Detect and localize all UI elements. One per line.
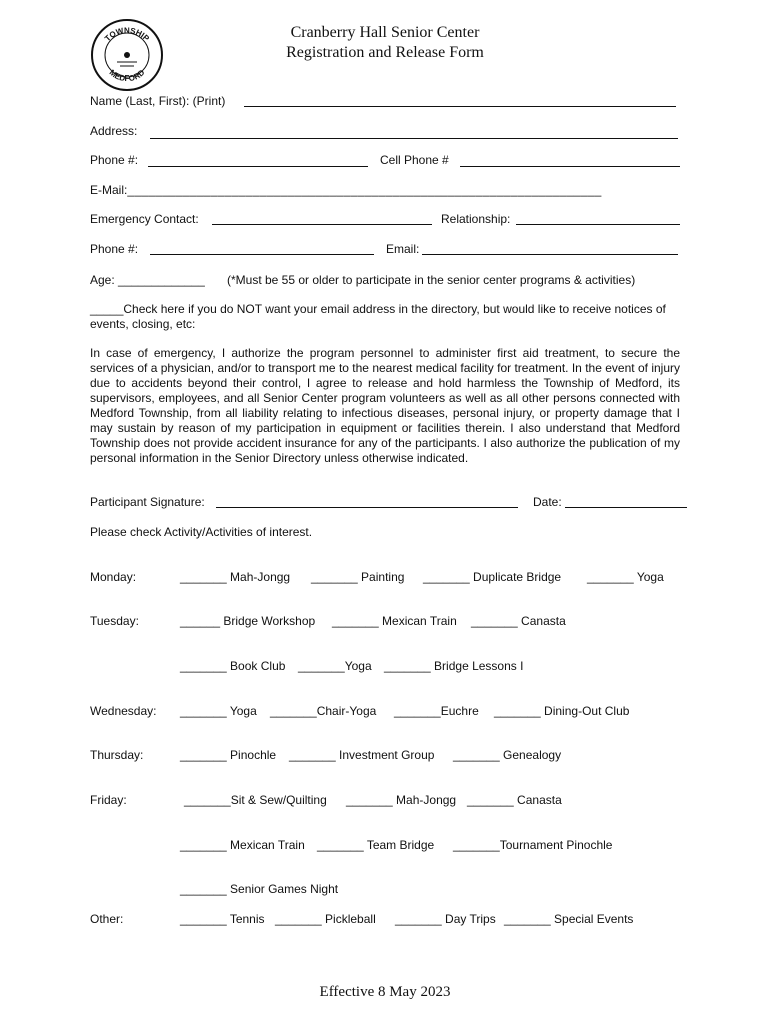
- cell-phone-field[interactable]: [460, 166, 680, 167]
- thursday-label: Thursday:: [90, 748, 144, 762]
- activity-canasta-tuesday[interactable]: _______ Canasta: [471, 614, 566, 628]
- svg-text:MEDFORD: [108, 68, 147, 83]
- activity-investment-group[interactable]: _______ Investment Group: [289, 748, 435, 762]
- activity-mexican-train-friday[interactable]: _______ Mexican Train: [180, 838, 305, 852]
- activity-dining-out-club[interactable]: _______ Dining-Out Club: [494, 704, 630, 718]
- friday-label: Friday:: [90, 793, 127, 807]
- date-label: Date:: [533, 495, 562, 509]
- seal-text-bottom: MEDFORD: [107, 67, 147, 84]
- form-title: Cranberry Hall Senior Center: [290, 24, 480, 41]
- activity-bridge-lessons[interactable]: _______ Bridge Lessons I: [384, 659, 524, 673]
- activities-prompt: Please check Activity/Activities of interest.: [90, 525, 313, 539]
- wednesday-label: Wednesday:: [90, 704, 157, 718]
- activity-yoga-monday[interactable]: _______ Yoga: [587, 570, 664, 584]
- effective-date-footer: Effective 8 May 2023: [319, 984, 451, 1000]
- activity-duplicate-bridge[interactable]: _______ Duplicate Bridge: [423, 570, 562, 584]
- activity-mexican-train-tuesday[interactable]: _______ Mexican Train: [332, 614, 457, 628]
- activity-day-trips[interactable]: _______ Day Trips: [395, 912, 496, 926]
- activity-special-events[interactable]: _______ Special Events: [504, 912, 634, 926]
- activity-yoga-wednesday[interactable]: _______ Yoga: [180, 704, 257, 718]
- other-label: Other:: [90, 912, 124, 926]
- activity-yoga-tuesday[interactable]: _______Yoga: [298, 659, 372, 673]
- emergency-contact-field[interactable]: [212, 224, 432, 225]
- activity-tennis[interactable]: _______ Tennis: [180, 912, 265, 926]
- signature-label: Participant Signature:: [90, 495, 205, 509]
- phone-field[interactable]: [148, 166, 368, 167]
- email-field[interactable]: ____________________________________________________________________: [127, 183, 602, 197]
- emergency-phone-field[interactable]: [150, 254, 374, 255]
- age-note: (*Must be 55 or older to participate in the senior center programs & activities): [227, 273, 636, 287]
- seal-text-top: TOWNSHIP: [103, 25, 151, 44]
- relationship-label: Relationship:: [441, 212, 511, 226]
- directory-opt-out[interactable]: _____Check here if you do NOT want your email address in the directory, but would like to receive notices of events, closing, etc:: [90, 302, 666, 331]
- cell-phone-label: Cell Phone #: [380, 153, 449, 167]
- activity-chair-yoga[interactable]: _______Chair-Yoga: [270, 704, 377, 718]
- email-label-text: E-Mail:: [90, 183, 128, 197]
- address-field[interactable]: [150, 138, 678, 139]
- activity-pickleball[interactable]: _______ Pickleball: [275, 912, 376, 926]
- emergency-email-label: Email:: [386, 242, 420, 256]
- activity-book-club[interactable]: _______ Book Club: [180, 659, 286, 673]
- phone-label: Phone #:: [90, 153, 139, 167]
- release-paragraph: In case of emergency, I authorize the program personnel to administer first aid treatment, to secure the services of a physician, and/or to transport me to the nearest medical facility for treatment. In the event of injury due to accidents beyond their control, I agree to release and hold harmless the Township of Medford, its supervisors, employees, and all Senior Center program volunteers as well as all other persons connected with Medford Township, from all liability relating to infectious diseases, personal injury, or property damage that I may sustain by reason of my participation in equipment or facilities therein. I also understand that Medford Township does not provide accident insurance for any of the participants. I also authorize the publication of my personal information in the Senior Directory unless otherwise indicated.: [90, 346, 680, 465]
- activity-painting[interactable]: _______ Painting: [311, 570, 405, 584]
- activity-sit-sew-quilting[interactable]: _______Sit & Sew/Quilting: [184, 793, 327, 807]
- form-subtitle: Registration and Release Form: [286, 44, 484, 61]
- tuesday-label: Tuesday:: [90, 614, 139, 628]
- address-label: Address:: [90, 124, 138, 138]
- activity-team-bridge[interactable]: _______ Team Bridge: [317, 838, 435, 852]
- activity-bridge-workshop[interactable]: ______ Bridge Workshop: [180, 614, 316, 628]
- emergency-email-field[interactable]: [422, 254, 678, 255]
- name-field[interactable]: [244, 106, 676, 107]
- activity-mahjongg-friday[interactable]: _______ Mah-Jongg: [346, 793, 457, 807]
- signature-field[interactable]: [216, 507, 518, 508]
- activity-genealogy[interactable]: _______ Genealogy: [453, 748, 562, 762]
- activity-tournament-pinochle[interactable]: _______Tournament Pinochle: [453, 838, 613, 852]
- name-label: Name (Last, First): (Print): [90, 94, 226, 108]
- emergency-phone-label: Phone #:: [90, 242, 139, 256]
- activity-canasta-friday[interactable]: _______ Canasta: [467, 793, 562, 807]
- email-label: [90, 183, 602, 197]
- activity-euchre[interactable]: _______Euchre: [394, 704, 479, 718]
- activity-mahjongg[interactable]: _______ Mah-Jongg: [180, 570, 291, 584]
- activity-pinochle[interactable]: _______ Pinochle: [180, 748, 277, 762]
- relationship-field[interactable]: [516, 224, 680, 225]
- emergency-contact-label: Emergency Contact:: [90, 212, 199, 226]
- activity-senior-games-night[interactable]: _______ Senior Games Night: [180, 882, 339, 896]
- date-field[interactable]: [565, 507, 687, 508]
- monday-label: Monday:: [90, 570, 137, 584]
- age-field[interactable]: Age: _____________: [90, 273, 205, 287]
